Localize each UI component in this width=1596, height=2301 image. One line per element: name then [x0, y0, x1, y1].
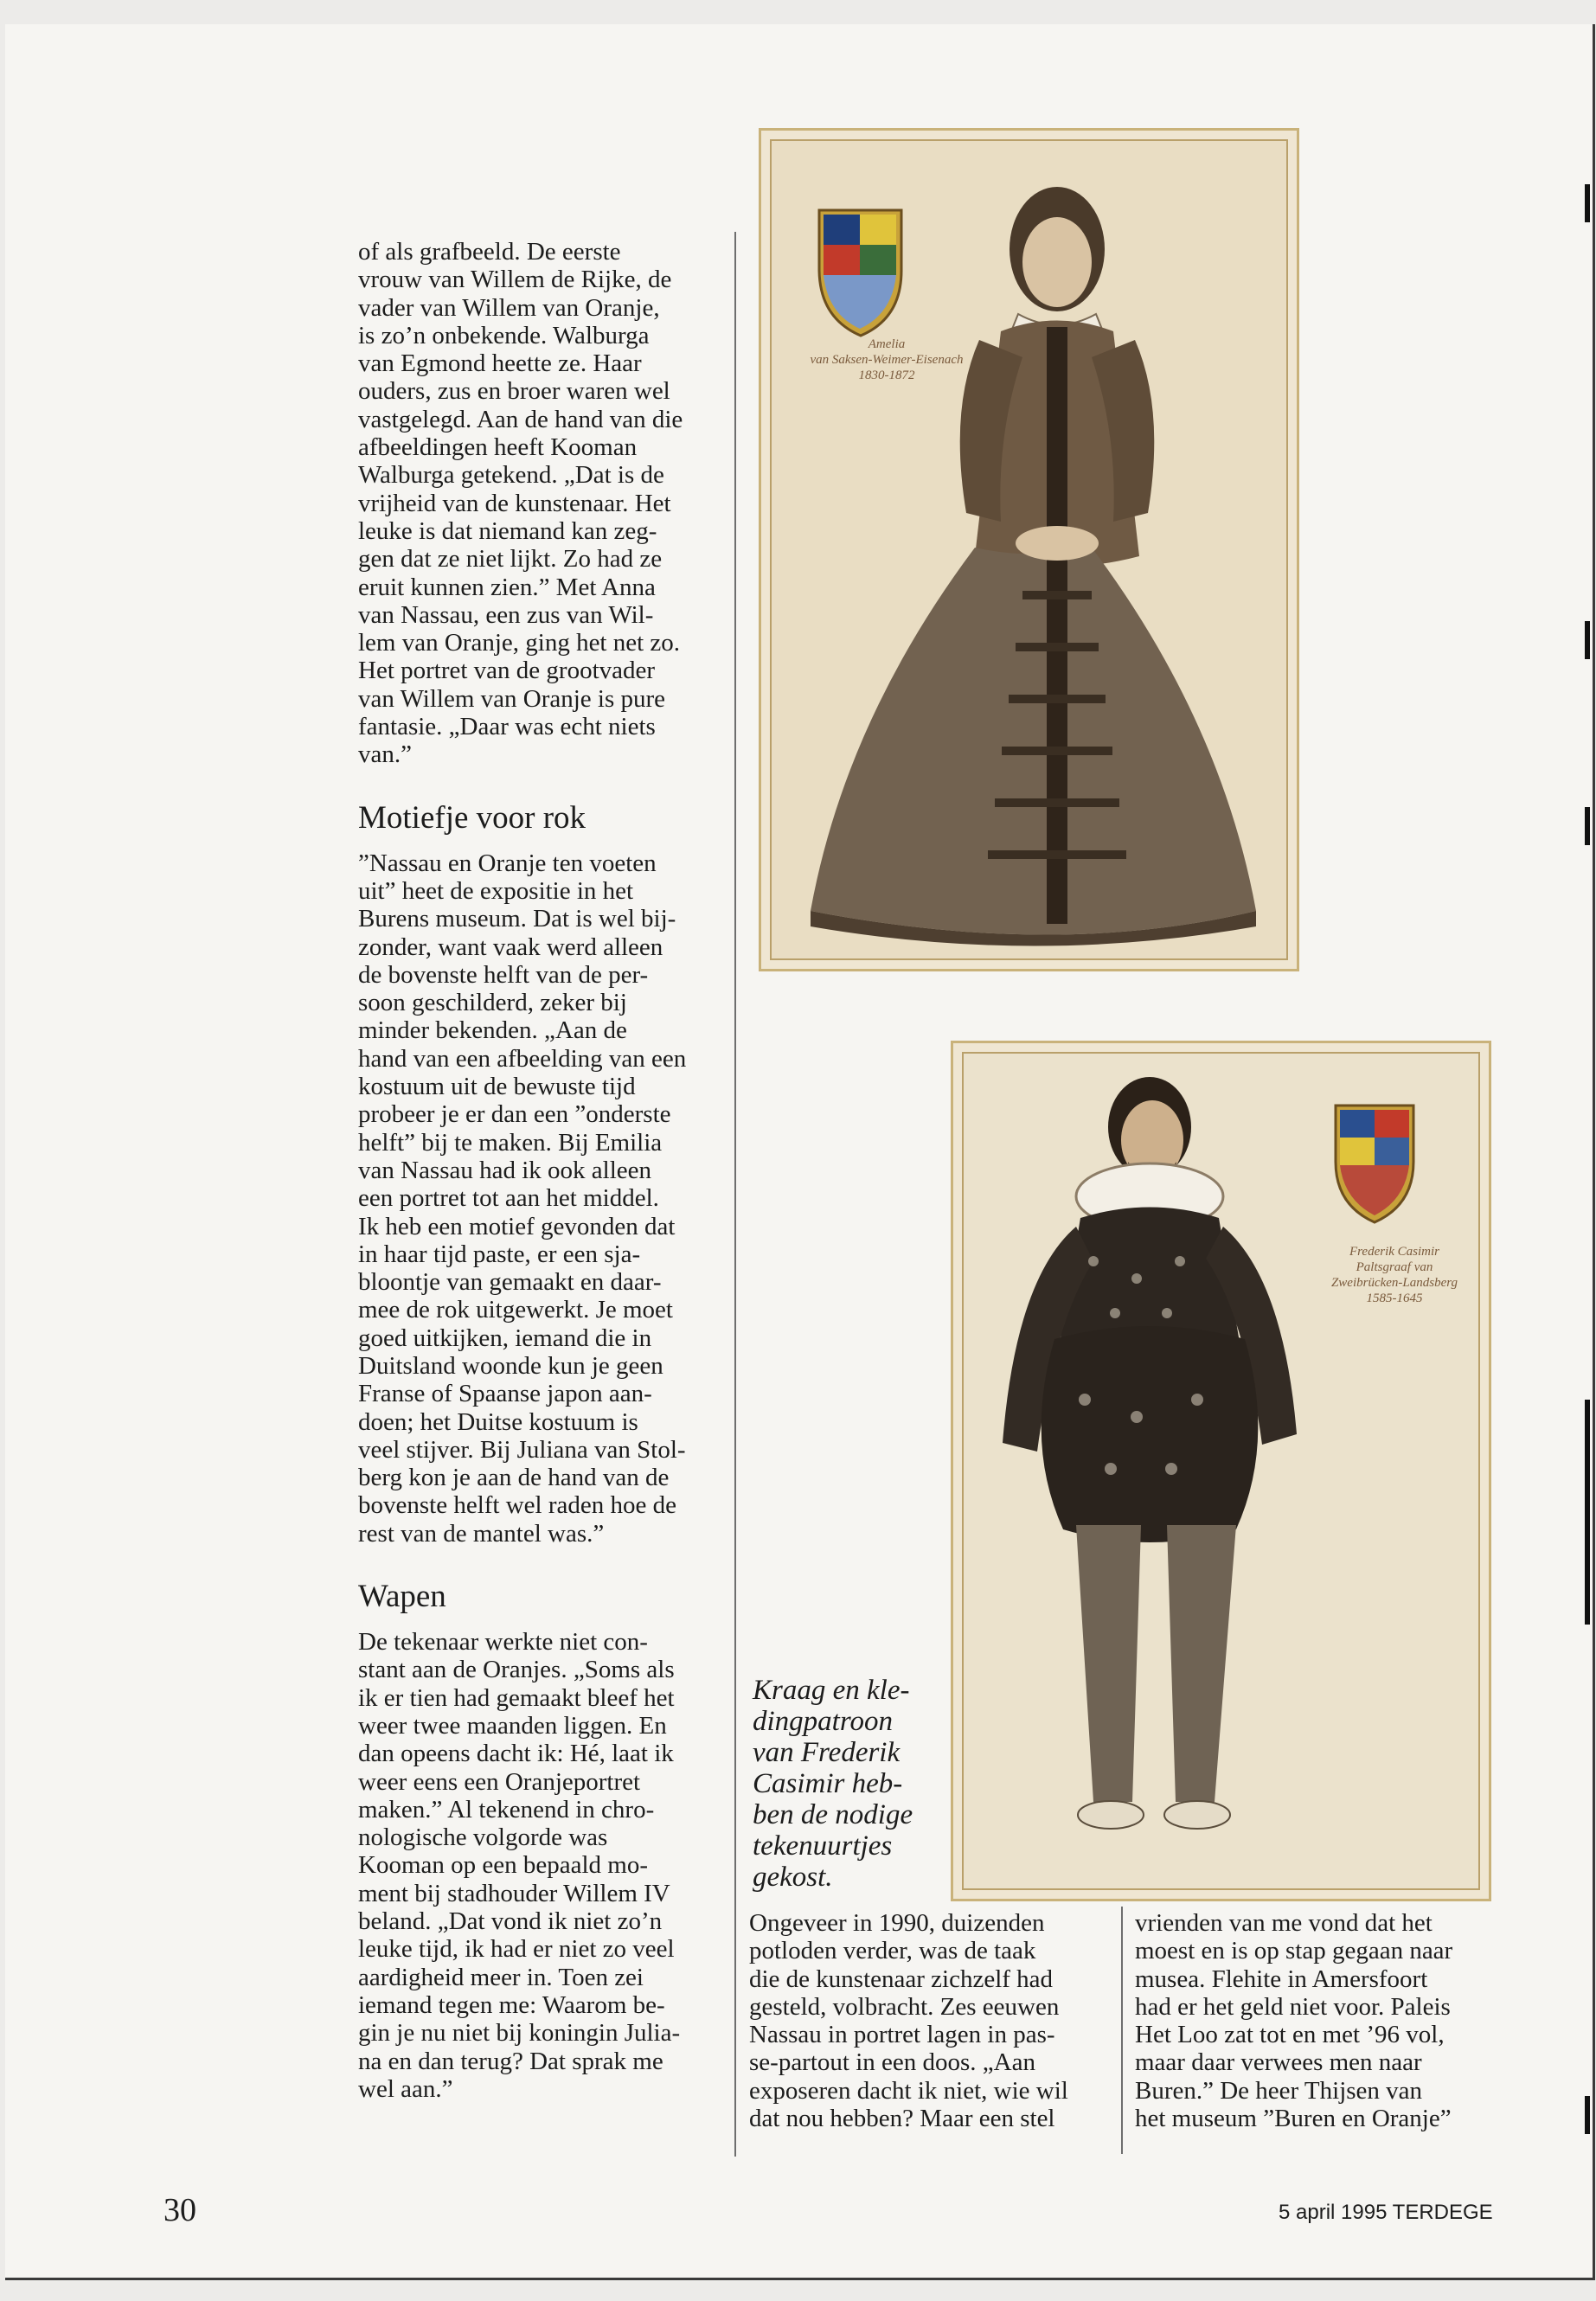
intro-paragraph: of als grafbeeld. De eerste vrouw van Willem de Rijke, de vader van Willem van Oranje, is zo’n onbekende. Walburga van Egmond heette ze. Haar ouders, zus en broer waren wel vastgelegd. Aan de hand van die afbeeldingen heeft Kooman Walburga getekend. „Dat is de vrijheid van de kunstenaar. Het leuke is dat niemand kan zeg- gen dat ze niet lijkt. Zo had ze eruit kunnen zien.” Met Anna van Nassau, een zus van Wil- lem van Oranje, ging het net zo. Het portret van de grootvader van Willem van Oranje is pure fantasie. „Daar was echt niets van.” — [358, 238, 683, 769]
portrait-amelia-drawing — [772, 141, 1286, 958]
edge-mark — [1585, 807, 1590, 845]
bottom-middle-paragraph: Ongeveer in 1990, duizenden potloden verder, was de taak die de kunstenaar zichzelf had gesteld, volbracht. Zes eeuwen Nassau in portret lagen in pas- se-partout in een doos. „Aan exposeren dacht ik niet, wie wil dat nou hebben? Maar een stel — [749, 1909, 1068, 2133]
page-number: 30 — [163, 2192, 196, 2228]
bottom-middle-column — [749, 1909, 1112, 2132]
issue-date: 5 april 1995 TERDEGE — [1279, 2201, 1493, 2224]
wapen-paragraph: De tekenaar werkte niet con- stant aan de Oranjes. „Soms als ik er tien had gemaakt bleef het weer twee maanden liggen. En dan opeens dacht ik: Hé, laat ik weer eens een Oranjeportret maken.” Al tekenend in chro- nologische volgorde was Kooman op een bepaald mo- ment bij stadhouder Willem IV beland. „Dat vond ik niet zo’n leuke tijd, ik had er niet zo veel aardigheid meer in. Toen zei iemand tegen me: Waarom be- gin je nu niet bij koningin Julia- na en dan terug? Dat sprak me wel aan.” — [358, 1628, 681, 2103]
portrait-amelia — [759, 128, 1299, 971]
edge-mark — [1585, 2096, 1590, 2134]
portrait-frederik-drawing — [964, 1054, 1478, 1888]
left-text-column — [358, 238, 730, 2103]
edge-mark — [1585, 184, 1590, 222]
column-rule-right — [1121, 1907, 1123, 2154]
column-rule-left — [734, 232, 736, 2157]
heading-motiefje: Motiefje voor rok — [358, 799, 586, 836]
portrait-frederik-inscription: Frederik Casimir Paltsgraaf van Zweibrücken-Landsberg 1585-1645 — [1330, 1245, 1458, 1305]
edge-mark — [1585, 1400, 1590, 1625]
bottom-right-paragraph: vrienden van me vond dat het moest en is op stap gegaan naar musea. Flehite in Amersfoort had er het geld niet voor. Paleis Het Loo zat tot en met ’96 vol, maar daar verwees men naar Buren.” De heer Thijsen van het museum ”Buren en Oranje” — [1135, 1909, 1453, 2133]
magazine-page — [5, 24, 1595, 2280]
portrait-amelia-inscription: Amelia van Saksen-Weimer-Eisenach 1830-1872 — [810, 337, 964, 382]
heading-wapen: Wapen — [358, 1579, 446, 1615]
portrait-frederik-casimir — [951, 1041, 1491, 1901]
bottom-right-column — [1135, 1909, 1507, 2132]
image-caption: Kraag en kle- dingpatroon van Frederik Casimir heb- ben de nodige tekenuurtjes gekost. — [753, 1675, 913, 1893]
motiefje-paragraph: ”Nassau en Oranje ten voeten uit” heet de expositie in het Burens museum. Dat is wel bij- zonder, want vaak werd alleen de bovenste helft van de per- soon geschilderd, zeker bij minder bekenden. „Aan de hand van een afbeelding van een kostuum uit de bewuste tijd probeer je er dan een ”onderste helft” bij te maken. Bij Emilia van Nassau had ik ook alleen een portret tot aan het middel. Ik heb een motief gevonden dat in haar tijd paste, er een sja- bloontje van gemaakt en daar- mee de rok uitgewerkt. Je moet goed uitkijken, iemand die in Duitsland woonde kun je geen Franse of Spaanse japon aan- doen; het Duitse kostuum is veel stijver. Bij Juliana van Stol- berg kon je aan de hand van de bovenste helft wel raden hoe de rest van de mantel was.” — [358, 849, 687, 1548]
edge-mark — [1585, 621, 1590, 659]
